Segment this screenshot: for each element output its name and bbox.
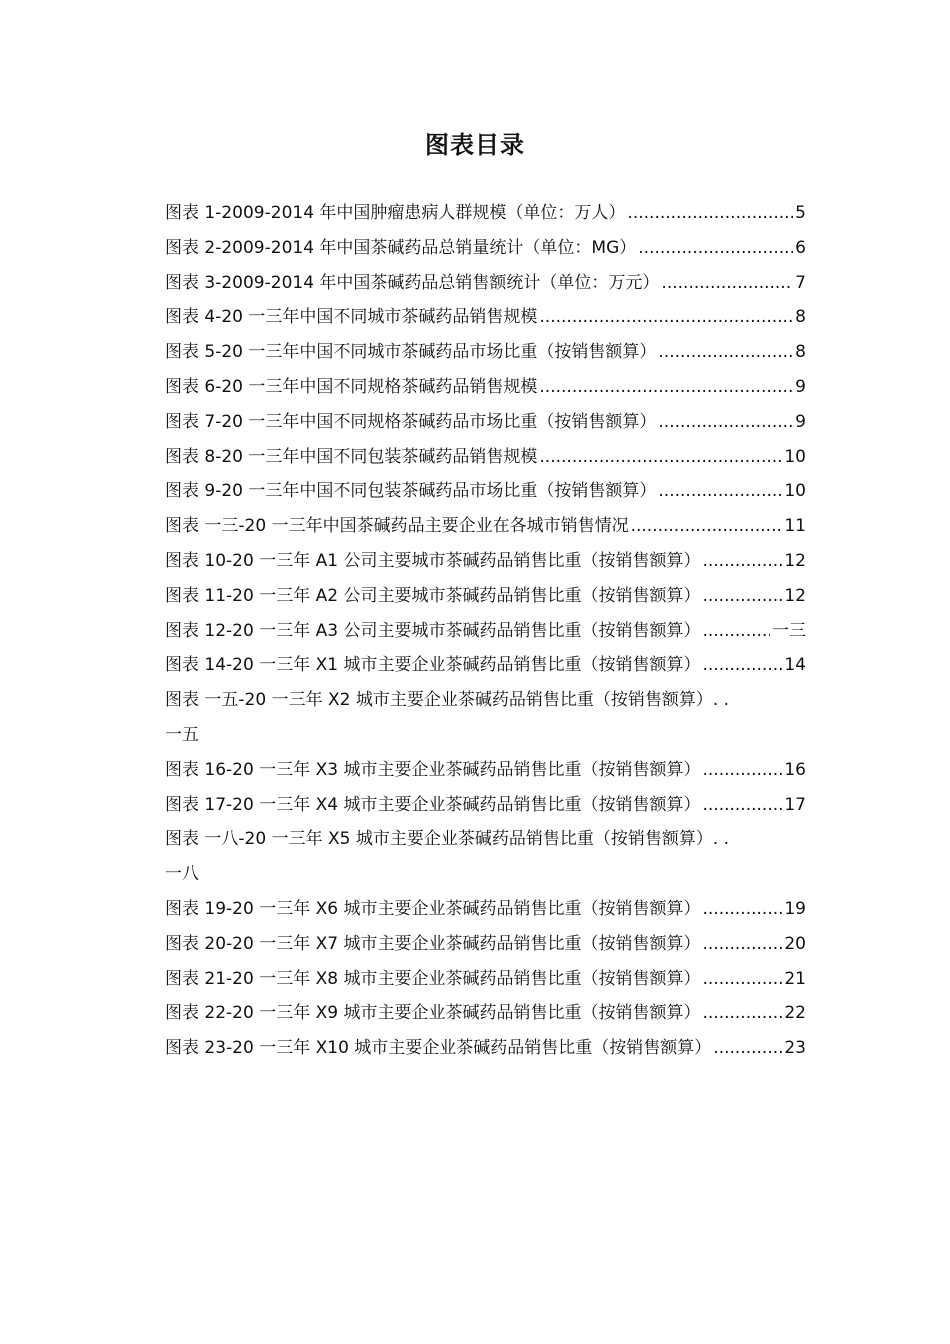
dot-leader: [661, 266, 793, 301]
dot-leader: [539, 370, 793, 405]
dot-leader: [713, 1031, 782, 1066]
toc-entry[interactable]: [165, 370, 806, 405]
toc-entry[interactable]: [165, 335, 806, 370]
toc-entry-label: 图表 2-2009-2014 年中国茶碱药品总销量统计（单位：MG）: [165, 237, 637, 258]
toc-entry-page: 11: [784, 516, 806, 537]
toc-entry[interactable]: [165, 1031, 806, 1066]
toc-entry[interactable]: [165, 440, 806, 475]
toc-entry-label: 图表 22-20 一三年 X9 城市主要企业茶碱药品销售比重（按销售额算）: [165, 1003, 701, 1024]
toc-entry-label: 图表 7-20 一三年中国不同规格茶碱药品市场比重（按销售额算）: [165, 411, 657, 432]
toc-entry-label: 图表 一八-20 一三年 X5 城市主要企业茶碱药品销售比重（按销售额算）: [165, 829, 713, 850]
toc-entry[interactable]: [165, 648, 806, 683]
dot-leader: [658, 405, 793, 440]
toc-entry[interactable]: [165, 579, 806, 614]
toc-entry[interactable]: [165, 927, 806, 962]
toc-entry-line: [165, 683, 806, 718]
dot-leader: [713, 822, 729, 857]
toc-entry-label: 图表 1-2009-2014 年中国肿瘤患病人群规模（单位：万人）: [165, 203, 626, 223]
dot-leader: [702, 753, 782, 788]
dot-leader: [539, 300, 793, 335]
toc-entry-label: 图表 21-20 一三年 X8 城市主要企业茶碱药品销售比重（按销售额算）: [165, 968, 701, 989]
toc-entry[interactable]: [165, 196, 806, 231]
toc-entry-page: 一八: [165, 864, 199, 885]
toc-entry[interactable]: [165, 683, 806, 753]
toc-entry[interactable]: [165, 962, 806, 997]
toc-entry-line: [165, 822, 806, 857]
dot-leader: [631, 509, 783, 544]
toc-entry-page: 8: [795, 307, 806, 328]
dot-leader: [702, 927, 782, 962]
toc-entry-label: 图表 9-20 一三年中国不同包装茶碱药品市场比重（按销售额算）: [165, 481, 657, 502]
page-title: 图表目录: [425, 131, 525, 159]
toc-entry[interactable]: [165, 753, 806, 788]
toc-entry-page: 12: [784, 550, 806, 571]
table-of-figures: [165, 196, 806, 1066]
dot-leader: [702, 579, 782, 614]
toc-entry-label: 图表 19-20 一三年 X6 城市主要企业茶碱药品销售比重（按销售额算）: [165, 898, 701, 919]
dot-leader: [627, 196, 793, 231]
toc-entry-label: 图表 一三-20 一三年中国茶碱药品主要企业在各城市销售情况: [165, 516, 629, 537]
toc-entry-label: 图表 3-2009-2014 年中国茶碱药品总销售额统计（单位：万元）: [165, 272, 660, 293]
toc-entry[interactable]: [165, 300, 806, 335]
toc-entry-label: 图表 一五-20 一三年 X2 城市主要企业茶碱药品销售比重（按销售额算）: [165, 690, 713, 711]
toc-entry-label: 图表 23-20 一三年 X10 城市主要企业茶碱药品销售比重（按销售额算）: [165, 1038, 712, 1059]
dot-leader: [702, 544, 782, 579]
toc-entry-page: 14: [784, 655, 806, 676]
toc-entry-page: 17: [784, 794, 806, 815]
toc-entry-page: 一五: [165, 724, 199, 745]
toc-entry-page: 9: [795, 376, 806, 397]
dot-leader: [702, 892, 782, 927]
dot-leader: [702, 614, 770, 649]
dot-leader: [702, 962, 782, 997]
toc-entry-page: 8: [795, 342, 806, 363]
toc-entry[interactable]: [165, 892, 806, 927]
toc-entry-label: 图表 4-20 一三年中国不同城市茶碱药品销售规模: [165, 307, 538, 328]
toc-entry-page: 19: [784, 898, 806, 919]
dot-leader: [658, 474, 782, 509]
toc-entry-page: 21: [784, 968, 806, 989]
dot-leader: [539, 440, 782, 475]
toc-entry-label: 图表 16-20 一三年 X3 城市主要企业茶碱药品销售比重（按销售额算）: [165, 759, 701, 780]
toc-entry-label: 图表 11-20 一三年 A2 公司主要城市茶碱药品销售比重（按销售额算）: [165, 585, 701, 606]
toc-entry[interactable]: [165, 614, 806, 649]
toc-entry[interactable]: [165, 509, 806, 544]
toc-entry-page: 5: [795, 203, 806, 223]
toc-entry-label: 图表 5-20 一三年中国不同城市茶碱药品市场比重（按销售额算）: [165, 342, 657, 363]
toc-entry-page: 9: [795, 411, 806, 432]
toc-entry-page: 一三: [772, 620, 806, 641]
dot-leader: [638, 231, 793, 266]
dot-leader: [702, 996, 782, 1031]
toc-entry-label: 图表 8-20 一三年中国不同包装茶碱药品销售规模: [165, 446, 538, 467]
toc-entry-label: 图表 10-20 一三年 A1 公司主要城市茶碱药品销售比重（按销售额算）: [165, 550, 701, 571]
toc-entry[interactable]: [165, 996, 806, 1031]
toc-entry-label: 图表 14-20 一三年 X1 城市主要企业茶碱药品销售比重（按销售额算）: [165, 655, 701, 676]
dot-leader: [713, 683, 729, 718]
toc-entry-page: 7: [795, 272, 806, 293]
toc-entry-label: 图表 6-20 一三年中国不同规格茶碱药品销售规模: [165, 376, 538, 397]
toc-entry-page: 10: [784, 446, 806, 467]
dot-leader: [658, 335, 793, 370]
toc-entry-page: 6: [795, 237, 806, 258]
toc-entry[interactable]: [165, 544, 806, 579]
toc-entry[interactable]: [165, 266, 806, 301]
toc-entry-page: 12: [784, 585, 806, 606]
toc-entry-label: 图表 20-20 一三年 X7 城市主要企业茶碱药品销售比重（按销售额算）: [165, 933, 701, 954]
toc-entry[interactable]: [165, 405, 806, 440]
toc-entry-label: 图表 17-20 一三年 X4 城市主要企业茶碱药品销售比重（按销售额算）: [165, 794, 701, 815]
toc-entry-page: 20: [784, 933, 806, 954]
toc-entry[interactable]: [165, 231, 806, 266]
dot-leader: [702, 788, 782, 823]
toc-entry-page: 16: [784, 759, 806, 780]
toc-entry[interactable]: [165, 822, 806, 892]
toc-entry-label: 图表 12-20 一三年 A3 公司主要城市茶碱药品销售比重（按销售额算）: [165, 620, 701, 641]
toc-entry-page: 23: [784, 1038, 806, 1059]
dot-leader: [702, 648, 782, 683]
toc-entry-page: 22: [784, 1003, 806, 1024]
toc-entry[interactable]: [165, 788, 806, 823]
toc-entry-page: 10: [784, 481, 806, 502]
toc-entry[interactable]: [165, 474, 806, 509]
